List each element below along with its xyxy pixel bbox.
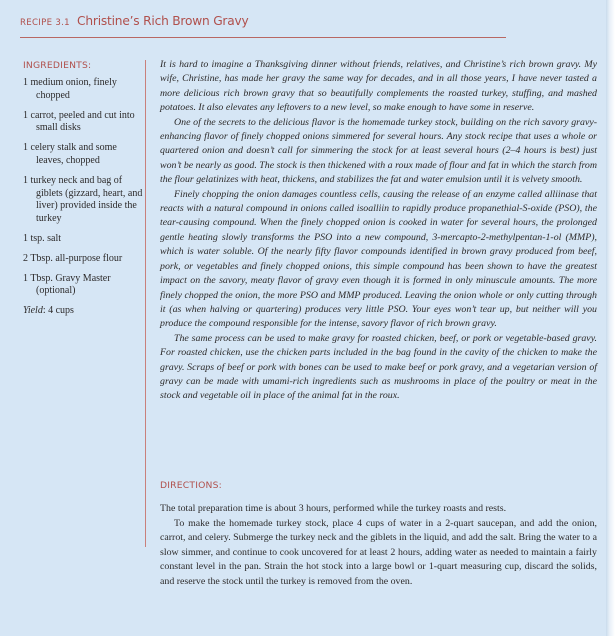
intro-paragraph: One of the secrets to the delicious flavor is the homemade turkey stock, building on the rich savory gravy-enhancing flavor of finely chopped onions simmered for several hours. Any stock recipe that uses a whole or quartered onion and doesn’t call for simmering the stock for at least several hours (2–4 hours is best) just won’t be nearly as good. The stock is then thickened with a roux made of flour and fat in which the starch from the flour gelatinizes with heat, thickens, and stabilizes the fat and water emulsion until it is velvety smooth.	[160, 116, 597, 186]
ingredient-item: 1 medium onion, finely chopped	[23, 77, 117, 101]
intro-text	[160, 58, 597, 404]
ingredient-item: 1 tsp. salt	[23, 232, 62, 244]
intro-paragraph: The same process can be used to make gravy for roasted chicken, beef, or pork or vegetable-based gravy. For roasted chicken, use the chicken parts included in the bag found in the cavity of the chicken to make the gravy. Scraps of beef or pork with bones can be used to make beef or pork gravy, and a vegetarian version of gravy can be made with umami-rich ingredients such as mushrooms in place of the poultry or meat in the stock and vegetable oil in place of the animal fat in the roux.	[160, 332, 597, 402]
ingredients-panel	[23, 60, 143, 318]
ingredient-item: 1 carrot, peeled and cut into small disks	[23, 109, 135, 134]
ingredient-item: 1 Tbsp. Gravy Master (optional)	[23, 272, 111, 297]
yield	[23, 305, 143, 318]
recipe-title: Christine’s Rich Brown Gravy	[77, 14, 249, 28]
yield-label: Yield	[23, 305, 43, 317]
column-divider	[145, 60, 146, 547]
directions-paragraph: To make the homemade turkey stock, place 4 cups of water in a 2-quart saucepan, and add the onion, carrot, and celery. Submerge the turkey neck and the giblets in the liquid, and add the salt. Bring the water to a slow simmer, and continue to cook uncovered for at least 2 hours, adding water as needed to maintain a fairly constant level in the pan. Strain the hot stock into a large bowl or 1-quart measuring cup, discard the solids, and reserve the stock until the turkey is removed from the oven.	[160, 517, 597, 587]
intro-paragraph: It is hard to imagine a Thanksgiving dinner without friends, relatives, and Christine’s rich brown gravy. My wife, Christine, has made her gravy the same way for decades, and in all those years, I have never tasted a more delicious rich brown gravy that so beautifully complements the roasted turkey, stuffing, and mashed potatoes. It also elevates any leftovers to a new level, so make enough to have some in reserve.	[160, 59, 597, 114]
ingredient-item: 1 celery stalk and some leaves, chopped	[23, 142, 117, 166]
header-rule	[20, 37, 506, 38]
ingredient-item: 2 Tbsp. all-purpose flour	[23, 252, 123, 264]
page-edge	[606, 0, 615, 636]
ingredient-item: 1 turkey neck and bag of giblets (gizzard, heart, and liver) provided inside the turkey	[23, 174, 143, 225]
ingredients-heading: INGREDIENTS:	[23, 60, 92, 71]
intro-paragraph: Finely chopping the onion damages countless cells, causing the release of an enzyme called alliinase that reacts with a natural compound in onions called isoalliin to rapidly produce propanethial-S-oxide (PSO), the tear-causing compound. When the finely chopped onion is cooked in water for several hours, the prolonged gentle heating slowly transforms the PSO into a new compound, 3-mercapto-2-methylpentan-1-ol (MMP), which is water soluble. Of the nearly fifty flavor compounds identified in brown gravy produced from beef, pork, or vegetables and finely chopped onions, this simple compound has been shown to have the greatest impact on the savory, meaty flavor of gravy even though it is formed in only minuscule amounts. The more finely chopped the onion, the more PSO and MMP produced. Leaving the onion whole or only cutting through it (as when halving or quartering) produces very little PSO. Your eyes won’t tear up, but neither will you produce the compound responsible for the intense, savory flavor of rich brown gravy.	[160, 188, 597, 330]
recipe-number: RECIPE 3.1	[20, 18, 70, 28]
recipe-header	[20, 10, 510, 29]
directions-heading: DIRECTIONS:	[160, 480, 222, 491]
directions-paragraph: The total preparation time is about 3 hours, performed while the turkey roasts and rests.	[160, 503, 507, 514]
directions-text	[160, 502, 597, 590]
yield-value: : 4 cups	[42, 305, 74, 317]
